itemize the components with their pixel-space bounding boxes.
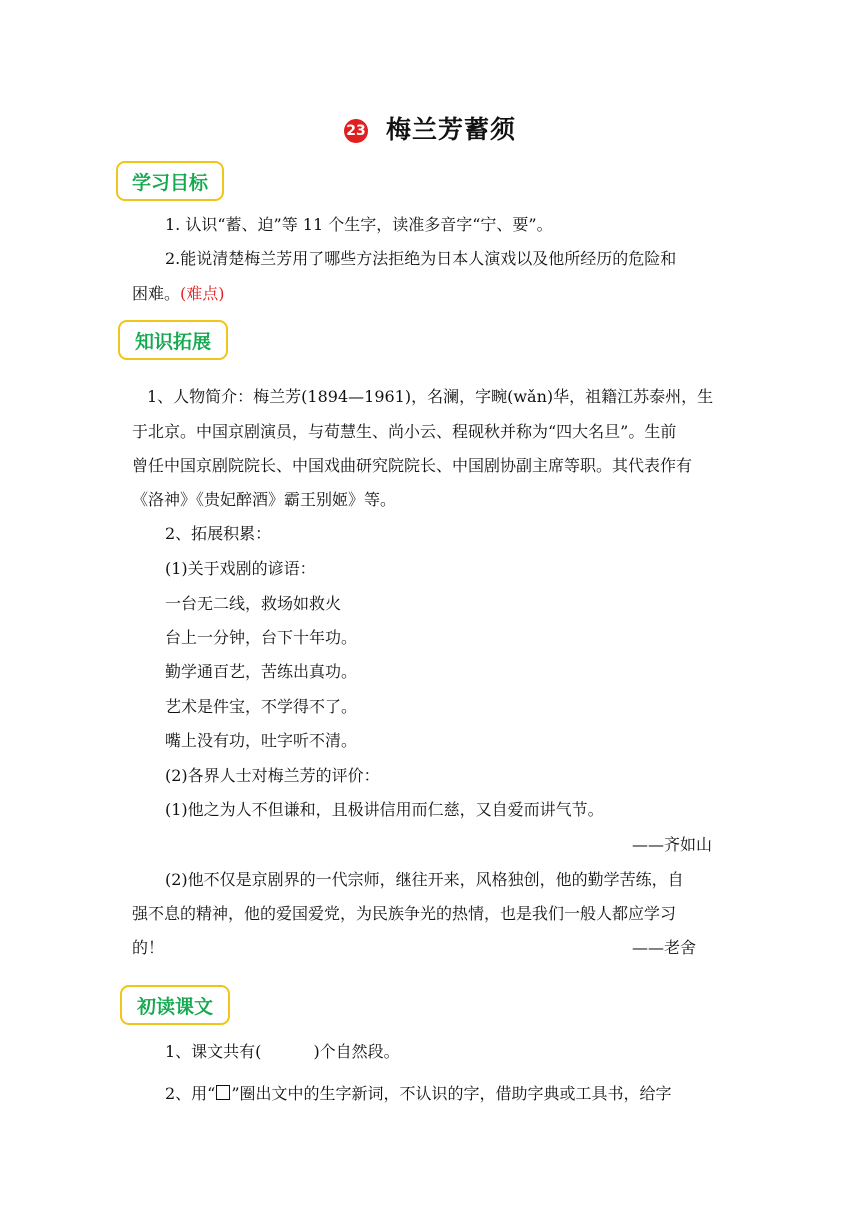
proverb-item: 艺术是件宝，不学得不了。 [165,697,358,716]
reading-question-2-before: 2、用“ [165,1084,216,1103]
section-heading-reading: 初读课文 [120,985,230,1025]
reading-question-2-after: ”圈出文中的生字新词，不认识的字，借助字典或工具书，给字 [231,1084,672,1103]
page-title [0,110,860,146]
bio-line-4: 《洛神》《贵妃醉酒》霸王别姬》等。 [132,490,397,509]
proverb-item: 嘴上没有功，吐字听不清。 [165,731,358,750]
lesson-title: 梅兰芳蓄须 [385,115,516,144]
evaluation-author-1: ——齐如山 [632,835,713,854]
goal-item-2-cont [132,283,225,305]
bio-line-3: 曾任中国京剧院院长、中国戏曲研究院院长、中国剧协副主席等职。其代表作有 [132,456,693,475]
evaluation-quote-2-line-2: 强不息的精神，他的爱国爱党，为民族争光的热情，也是我们一般人都应学习 [132,904,677,923]
evaluation-quote-2-line-1: (2)他不仅是京剧界的一代宗师，继往开来，风格独创，他的勤学苦练，自 [165,870,684,889]
bio-line-1: 1、人物简介：梅兰芳(1894—1961)，名澜，字畹(wǎn)华，祖籍江苏泰州，生 [147,387,714,406]
evaluation-author-2: ——老舍 [632,938,697,957]
section-heading-knowledge: 知识拓展 [118,320,228,360]
proverb-item: 一台无二线，救场如救火 [165,594,342,613]
proverb-item: 勤学通百艺，苦练出真功。 [165,662,358,681]
reading-question-1 [165,1041,400,1063]
section-heading-goals: 学习目标 [116,161,224,201]
reading-question-2 [165,1083,672,1105]
reading-question-1-after: )个自然段。 [313,1042,400,1061]
bio-line-2: 于北京。中国京剧演员，与荀慧生、尚小云、程砚秋并称为“四大名旦”。生前 [132,422,677,441]
extend-heading: 2、拓展积累： [165,524,272,543]
difficulty-tag: (难点) [180,284,225,303]
evaluation-quote-2-line-3: 的！ [132,938,165,957]
goal-item-1: 1. 认识“蓄、迫”等 11 个生字，读准多音字“宁、要”。 [165,215,553,234]
proverbs-heading: (1)关于戏剧的谚语： [165,559,316,578]
goal-item-2-text: 困难。 [132,284,181,303]
square-box-icon [216,1085,230,1100]
evaluation-quote-1: (1)他之为人不但谦和，且极讲信用而仁慈，又自爱而讲气节。 [165,800,604,819]
evaluation-heading: (2)各界人士对梅兰芳的评价： [165,766,380,785]
proverb-item: 台上一分钟，台下十年功。 [165,628,358,647]
lesson-number-badge: 23 [344,119,368,143]
goal-item-2: 2.能说清楚梅兰芳用了哪些方法拒绝为日本人演戏以及他所经历的危险和 [165,249,677,268]
reading-question-1-before: 1、课文共有( [165,1042,262,1061]
